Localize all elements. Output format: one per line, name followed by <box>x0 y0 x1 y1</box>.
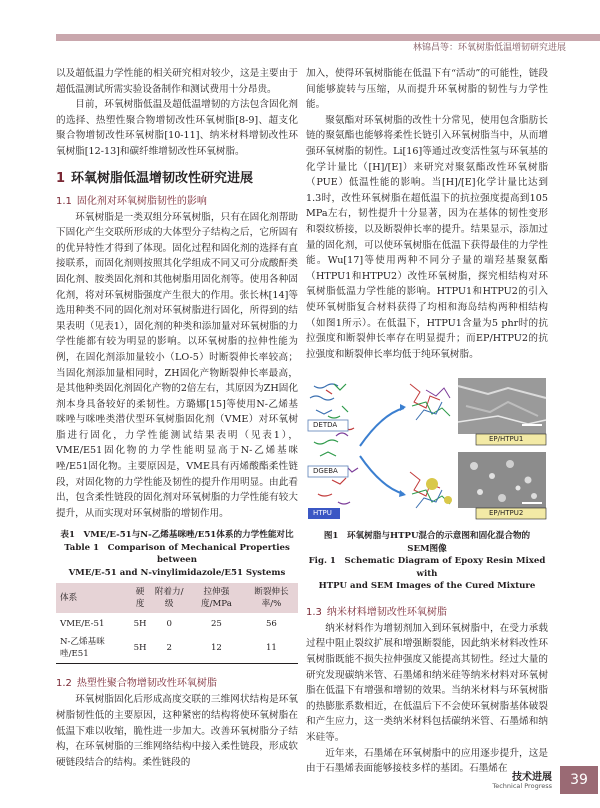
subsection-number: 1.2 <box>56 678 72 690</box>
table-row <box>56 613 298 633</box>
table-cell: 25 <box>210 619 222 630</box>
fig-label-ep-htpu2: EP/HTPU2 <box>489 509 524 518</box>
section-title: 环氧树脂低温增韧改性研究进展 <box>71 170 254 186</box>
paragraph: 环氧树脂固化后形成高度交联的三维网状结构是环氧树脂韧性低的主要原因，这种紧密的结构将使环氧树脂在低温下难以收缩，脆性进一步加大。改善环氧树脂分子结构，在环氧树脂的三维网络结构中接入柔性链段，形成软硬链段结合的结构。柔性链段的 <box>56 694 298 768</box>
table-cell: 56 <box>265 619 277 630</box>
subsection-heading <box>56 676 298 692</box>
figure-caption <box>306 530 548 593</box>
paragraph: 近年来，石墨烯在环氧树脂中的应用逐步提升，这是由于石墨烯表面能够接枝多样的基团。石墨烯在 <box>306 747 548 775</box>
section-number: 1 <box>56 170 66 186</box>
fig-label-ep-htpu1: EP/HTPU1 <box>489 435 524 444</box>
table-cell: 5H <box>133 619 147 630</box>
arrow-down-head <box>399 490 406 497</box>
table-caption-cn: 表1 VME/E-51与N-乙烯基咪唑/E51体系的力学性能对比 <box>60 530 294 541</box>
subsection-number: 1.1 <box>56 195 72 207</box>
paragraph: 目前，环氧树脂低温及超低温增韧的方法包含固化剂的选择、热塑性聚合物增韧改性环氧树脂[8-9]、超支化聚合物增韧改性环氧树脂[10-11]、纳米材料增韧改性环氧树脂[12-13]和碳纤维增韧改性环氧树脂。 <box>56 99 298 157</box>
subsection-title: 热塑性聚合物增韧改性环氧树脂 <box>76 678 217 690</box>
page-footer <box>408 766 598 798</box>
journal-name: 技术进展 <box>512 772 552 783</box>
sem-image-top <box>458 378 546 434</box>
paragraph: 聚氨酯对环氧树脂的改性十分常见，使用包含脂肪长链的聚氨酯也能够将柔性长链引入环氧树脂当中，从而增强环氧树脂的韧性。Li[16]等通过改变活性氢与环氧基的化学计量比（[H]/[E]）来研究对聚氨酯改性环氧树脂（PUE）低温性能的影响。当[H]/[E]化学计量比达到1.3时，改性环氧树脂在超低温下的抗拉强度提高到105 MPa左右，韧性提升十分显著，因为在基体的韧性变形和裂纹桥接，以及断裂伸长率的提升。结果显示，添加过量的固化剂，可以使环氧树脂在低温下获得最佳的力学性能。Wu[17]等使用两种不同分子量的端羟基聚氨酯（HTPU1和HTPU2）改性环氧树脂，探究相结构对环氧树脂低温力学性能的影响。HTPU1和HTPU2的引入使环氧树脂复合材料获得了均相和海岛结构两种相结构（如图1所示）。在低温下，HTPU1含量为5 phr时的抗拉强度和断裂伸长率存在明显提升；而EP/HTPU2的抗拉强度和断裂伸长率均低于纯环氧树脂。 <box>306 114 548 360</box>
fig-label-detda: DETDA <box>313 421 338 430</box>
table-caption-en: Table 1 Comparison of Mechanical Properties between <box>64 542 290 566</box>
paragraph: 纳米材料作为增韧剂加入到环氧树脂中，在受力承载过程中阻止裂纹扩展和增强断裂能，因此纳米材料改性环氧树脂既能不损失拉伸强度又能提高其韧性。经过大量的研究发现碳纳米管、石墨烯和纳米硅等纳米材料对环氧树脂在低温下有增强和增韧的效果。当纳米材料与环氧树脂的热膨胀系数相近，在低温后下不会使环氧树脂基体破裂和产生应力，这一类纳米材料包括碳纳米管、石墨烯和纳米硅等。 <box>306 622 548 743</box>
table-cell: 0 <box>166 619 172 630</box>
subsection-heading <box>306 605 548 621</box>
arrow-up-head <box>400 404 406 411</box>
running-title: 林锦昌等：环氧树脂低温增韧研究进展 <box>412 43 566 53</box>
table-caption-en: VME/E-51 and N-vinylimidazole/E51 Systems <box>68 567 286 578</box>
table-header-cell: 体系 <box>56 583 130 613</box>
properties-table <box>56 583 298 664</box>
figure-1 <box>306 376 548 522</box>
table-caption <box>56 529 298 579</box>
arrow-down <box>360 456 404 494</box>
table-cell: 12 <box>210 643 222 654</box>
table-cell: VME/E-51 <box>60 619 105 630</box>
figure-caption-en: HTPU and SEM Images of the Cured Mixture <box>318 581 536 592</box>
paragraph: 加入，使得环氧树脂能在低温下有“活动”的可能性，链段间能够旋转与压缩，从而提升环氧树脂的韧性与力学性能。 <box>306 68 548 111</box>
running-header <box>0 0 600 53</box>
fig-label-dgeba: DGEBA <box>313 467 338 476</box>
fig-label-htpu: HTPU <box>313 509 332 518</box>
table-header-cell: 硬度 <box>130 583 151 613</box>
figure-caption-cn: SEM图像 <box>407 543 447 554</box>
figure-caption-en: Fig. 1 Schematic Diagram of Epoxy Resin Mixed with <box>308 556 546 579</box>
paragraph: 环氧树脂是一类双组分环氧树脂，只有在固化剂帮助下固化产生交联所形成的大体型分子结构之后，它所固有的优异特性才得到了体现。固化过程和固化剂的选择有直接联系，而固化剂则按照其化学组成不同又可分成酸酐类固化剂、胺类固化剂和其他树脂用固化剂等。使用各种固化剂，将对环氧树脂强度产生很大的作用。张长林[14]等选用种类不同的固化剂对环氧树脂进行固化，所得到的结果表明（见表1），固化剂的种类和添加量对环氧树脂的力学性能都有较为明显的影响。以环氧树脂的拉伸性能为例，在固化剂添加量较小（LO-5）时断裂伸长率较高；当固化剂添加量相同时，ZH固化产物断裂伸长率最高，是其他种类固化剂固化产物的2倍左右，其原因为ZH固化剂本身具备较好的柔韧性。方璐娜[15]等使用N-乙烯基咪唑与咪唑类潜伏型环氧树脂固化剂（VME）对环氧树脂进行固化，力学性能测试结果表明（见表1），VME/E51固化物的力学性能明显高于N-乙烯基咪唑/E51固化物。主要原因是，VME具有丙烯酸酯柔性链段，对固化物的力学性能及韧性的提升作用明显。由此看出，包含柔性链段的固化剂对环氧树脂的力学性能有较大提升，从而实现对环氧树脂的增韧作用。 <box>56 211 298 519</box>
journal-name-en: Technical Progress <box>492 782 552 790</box>
paragraph: 以及超低温力学性能的相关研究相对较少，这是主要由于超低温测试所需实验设备制作和测试费用十分昂贵。 <box>56 68 298 95</box>
figure-caption-cn: 图1 环氧树脂与HTPU混合的示意图和固化混合物的 <box>323 531 531 542</box>
table-header-cell: 拉伸强度/MPa <box>188 583 245 613</box>
table-cell: N-乙烯基咪唑/E51 <box>60 637 105 660</box>
figure-schematic <box>306 376 548 522</box>
molecule-schematic <box>310 384 358 504</box>
sem-image-bottom <box>458 452 546 508</box>
subsection-title: 固化剂对环氧树脂韧性的影响 <box>76 195 207 207</box>
right-column <box>306 66 548 777</box>
network-bottom <box>410 472 452 508</box>
page-number: 39 <box>560 766 598 794</box>
table-cell: 11 <box>265 643 277 654</box>
subsection-heading <box>56 194 298 210</box>
section-heading <box>56 170 298 188</box>
table-row <box>56 633 298 664</box>
table-header-row <box>56 583 298 613</box>
table-header-cell: 附着力/级 <box>150 583 188 613</box>
arrow-up <box>360 408 404 446</box>
subsection-title: 纳米材料增韧改性环氧树脂 <box>326 606 447 618</box>
network-top <box>410 384 450 420</box>
table-cell: 2 <box>166 643 172 654</box>
table-header-cell: 断裂伸长率/% <box>245 583 298 613</box>
left-column <box>56 66 298 770</box>
subsection-number: 1.3 <box>306 606 322 618</box>
table-cell: 5H <box>133 643 147 654</box>
